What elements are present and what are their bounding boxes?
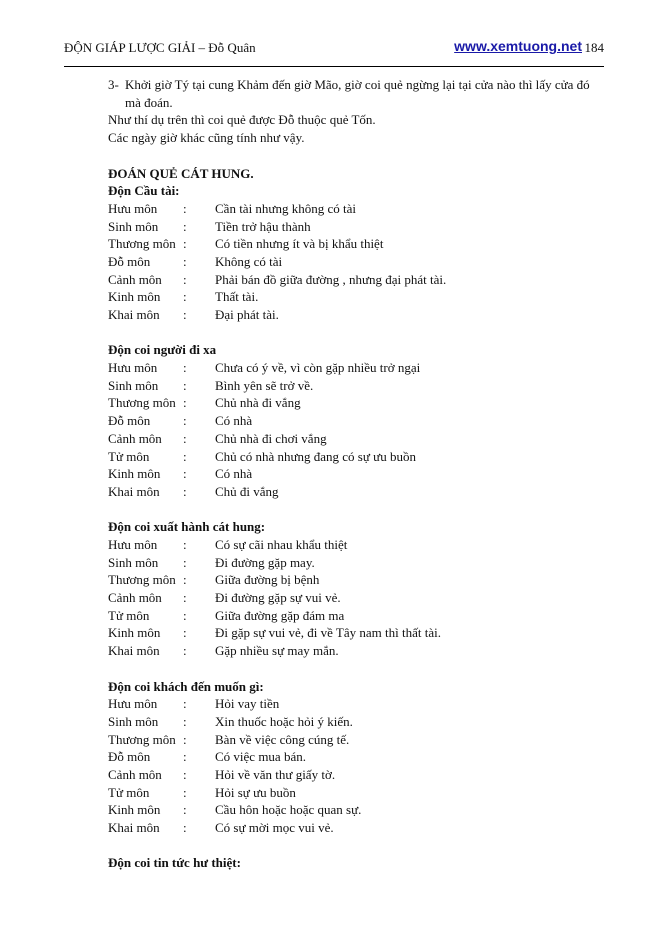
definition-row bbox=[108, 801, 608, 819]
meaning-text: Bình yên sẽ trở về. bbox=[215, 377, 314, 393]
door-name: Kinh môn bbox=[108, 289, 161, 305]
definition-row bbox=[108, 536, 608, 554]
definition-row bbox=[108, 218, 608, 236]
definition-row bbox=[108, 253, 608, 271]
separator-colon: : bbox=[183, 236, 187, 252]
definition-row bbox=[108, 306, 608, 324]
definition-row bbox=[108, 748, 608, 766]
definition-row bbox=[108, 571, 608, 589]
meaning-text: Chủ nhà đi vắng bbox=[215, 395, 301, 411]
separator-colon: : bbox=[183, 713, 187, 729]
door-name: Kinh môn bbox=[108, 625, 161, 641]
separator-colon: : bbox=[183, 749, 187, 765]
meaning-text: Giữa đường gặp đám ma bbox=[215, 607, 345, 623]
door-name: Thương môn bbox=[108, 395, 176, 411]
door-name: Thương môn bbox=[108, 236, 176, 252]
meaning-text: Cầu hôn hoặc hoặc quan sự. bbox=[215, 802, 362, 818]
door-name: Tử môn bbox=[108, 448, 150, 464]
definition-row bbox=[108, 624, 608, 642]
door-name: Khai môn bbox=[108, 483, 160, 499]
definition-row bbox=[108, 448, 608, 466]
separator-colon: : bbox=[183, 696, 187, 712]
header-rule bbox=[64, 66, 604, 67]
door-name: Hưu môn bbox=[108, 696, 158, 712]
separator-colon: : bbox=[183, 448, 187, 464]
door-name: Cảnh môn bbox=[108, 766, 162, 782]
meaning-text: Tiền trở hậu thành bbox=[215, 218, 311, 234]
meaning-text: Hỏi vay tiền bbox=[215, 696, 280, 712]
meaning-text: Giữa đường bị bệnh bbox=[215, 572, 320, 588]
definition-row bbox=[108, 642, 608, 660]
separator-colon: : bbox=[183, 466, 187, 482]
door-name: Thương môn bbox=[108, 731, 176, 747]
meaning-text: Gặp nhiều sự may mắn. bbox=[215, 643, 339, 659]
door-name: Khai môn bbox=[108, 643, 160, 659]
header-title: ĐỘN GIÁP LƯỢC GIẢI – Đỗ Quân bbox=[64, 40, 256, 55]
separator-colon: : bbox=[183, 360, 187, 376]
section-heading: Độn coi khách đến muốn gì: bbox=[108, 678, 264, 694]
intro-line: Như thí dụ trên thì coi quẻ được Đỗ thuộc quẻ Tốn. bbox=[108, 112, 376, 128]
door-name: Thương môn bbox=[108, 572, 176, 588]
separator-colon: : bbox=[183, 820, 187, 836]
main-heading: ĐOÁN QUẺ CÁT HUNG. bbox=[108, 165, 254, 181]
definition-row bbox=[108, 766, 608, 784]
separator-colon: : bbox=[183, 483, 187, 499]
definition-row bbox=[108, 695, 608, 713]
separator-colon: : bbox=[183, 572, 187, 588]
meaning-text: Chủ nhà đi chơi vắng bbox=[215, 430, 327, 446]
door-name: Tử môn bbox=[108, 607, 150, 623]
website-link[interactable]: www.xemtuong.net bbox=[454, 38, 582, 54]
separator-colon: : bbox=[183, 554, 187, 570]
page-content bbox=[108, 76, 608, 872]
definition-row bbox=[108, 731, 608, 749]
definition-row bbox=[108, 235, 608, 253]
separator-colon: : bbox=[183, 200, 187, 216]
separator-colon: : bbox=[183, 784, 187, 800]
separator-colon: : bbox=[183, 377, 187, 393]
definition-row bbox=[108, 607, 608, 625]
meaning-text: Không có tài bbox=[215, 253, 283, 269]
meaning-text: Xin thuốc hoặc hỏi ý kiến. bbox=[215, 713, 353, 729]
separator-colon: : bbox=[183, 731, 187, 747]
meaning-text: Hỏi sự ưu buồn bbox=[215, 784, 296, 800]
section-heading: Độn Cầu tài: bbox=[108, 183, 180, 199]
meaning-text: Thất tài. bbox=[215, 289, 259, 305]
definition-row bbox=[108, 271, 608, 289]
separator-colon: : bbox=[183, 766, 187, 782]
separator-colon: : bbox=[183, 643, 187, 659]
separator-colon: : bbox=[183, 625, 187, 641]
door-name: Đỗ môn bbox=[108, 253, 151, 269]
list-item-text: Khởi giờ Tý tại cung Khảm đến giờ Mão, giờ coi quẻ ngừng lại tại cửa nào thì lấy cửa đó mà đoán. bbox=[125, 77, 590, 110]
door-name: Hưu môn bbox=[108, 537, 158, 552]
door-name: Cảnh môn bbox=[108, 430, 162, 446]
door-name: Đỗ môn bbox=[108, 749, 151, 765]
door-name: Cảnh môn bbox=[108, 271, 162, 287]
door-name: Khai môn bbox=[108, 307, 160, 323]
meaning-text: Cần tài nhưng không có tài bbox=[215, 200, 356, 216]
separator-colon: : bbox=[183, 271, 187, 287]
door-name: Sinh môn bbox=[108, 377, 159, 393]
page-header bbox=[64, 40, 604, 62]
meaning-text: Chủ có nhà nhưng đang có sự ưu buồn bbox=[215, 448, 416, 464]
meaning-text: Có tiền nhưng ít và bị khẩu thiệt bbox=[215, 236, 384, 252]
definition-row bbox=[108, 554, 608, 572]
door-name: Khai môn bbox=[108, 820, 160, 836]
meaning-text: Có sự cãi nhau khẩu thiệt bbox=[215, 537, 348, 552]
definition-row bbox=[108, 819, 608, 837]
definition-row bbox=[108, 430, 608, 448]
separator-colon: : bbox=[183, 802, 187, 818]
intro-line: Các ngày giờ khác cũng tính như vậy. bbox=[108, 130, 305, 146]
separator-colon: : bbox=[183, 253, 187, 269]
separator-colon: : bbox=[183, 395, 187, 411]
definition-row bbox=[108, 784, 608, 802]
separator-colon: : bbox=[183, 218, 187, 234]
meaning-text: Có sự mời mọc vui vẻ. bbox=[215, 820, 334, 836]
definition-row bbox=[108, 412, 608, 430]
meaning-text: Chủ đi vắng bbox=[215, 483, 279, 499]
page-number: 184 bbox=[584, 40, 604, 55]
door-name: Sinh môn bbox=[108, 554, 159, 570]
separator-colon: : bbox=[183, 430, 187, 446]
meaning-text: Đi gặp sự vui vẻ, đi về Tây nam thì thất tài. bbox=[215, 625, 441, 641]
sections-container bbox=[108, 182, 608, 872]
meaning-text: Đại phát tài. bbox=[215, 307, 279, 323]
door-name: Sinh môn bbox=[108, 713, 159, 729]
definition-row bbox=[108, 713, 608, 731]
separator-colon: : bbox=[183, 289, 187, 305]
section-heading: Độn coi tin tức hư thiệt: bbox=[108, 855, 241, 871]
definition-row bbox=[108, 377, 608, 395]
definition-row bbox=[108, 483, 608, 501]
door-name: Hưu môn bbox=[108, 200, 158, 216]
meaning-text: Chưa có ý về, vì còn gặp nhiều trở ngại bbox=[215, 360, 421, 376]
list-item-number: 3- bbox=[108, 77, 119, 92]
definition-row bbox=[108, 589, 608, 607]
definition-row bbox=[108, 288, 608, 306]
door-name: Kinh môn bbox=[108, 466, 161, 482]
door-name: Sinh môn bbox=[108, 218, 159, 234]
intro-list-item bbox=[108, 76, 608, 111]
meaning-text: Đi đường gặp may. bbox=[215, 554, 315, 570]
separator-colon: : bbox=[183, 537, 187, 552]
separator-colon: : bbox=[183, 307, 187, 323]
meaning-text: Đi đường gặp sự vui vẻ. bbox=[215, 590, 341, 606]
definition-row bbox=[108, 465, 608, 483]
section-heading: Độn coi xuất hành cát hung: bbox=[108, 519, 266, 535]
door-name: Cảnh môn bbox=[108, 590, 162, 606]
meaning-text: Có nhà bbox=[215, 413, 253, 429]
door-name: Hưu môn bbox=[108, 360, 158, 376]
door-name: Tử môn bbox=[108, 784, 150, 800]
door-name: Kinh môn bbox=[108, 802, 161, 818]
definition-row bbox=[108, 394, 608, 412]
section-heading: Độn coi người đi xa bbox=[108, 342, 217, 358]
meaning-text: Có nhà bbox=[215, 466, 253, 482]
meaning-text: Bàn về việc công cúng tế. bbox=[215, 731, 350, 747]
separator-colon: : bbox=[183, 607, 187, 623]
meaning-text: Hỏi về văn thư giấy tờ. bbox=[215, 766, 336, 782]
door-name: Đỗ môn bbox=[108, 413, 151, 429]
meaning-text: Có việc mua bán. bbox=[215, 749, 306, 765]
meaning-text: Phải bán đồ giữa đường , nhưng đại phát tài. bbox=[215, 271, 447, 287]
definition-row bbox=[108, 359, 608, 377]
definition-row bbox=[108, 200, 608, 218]
separator-colon: : bbox=[183, 590, 187, 606]
separator-colon: : bbox=[183, 413, 187, 429]
